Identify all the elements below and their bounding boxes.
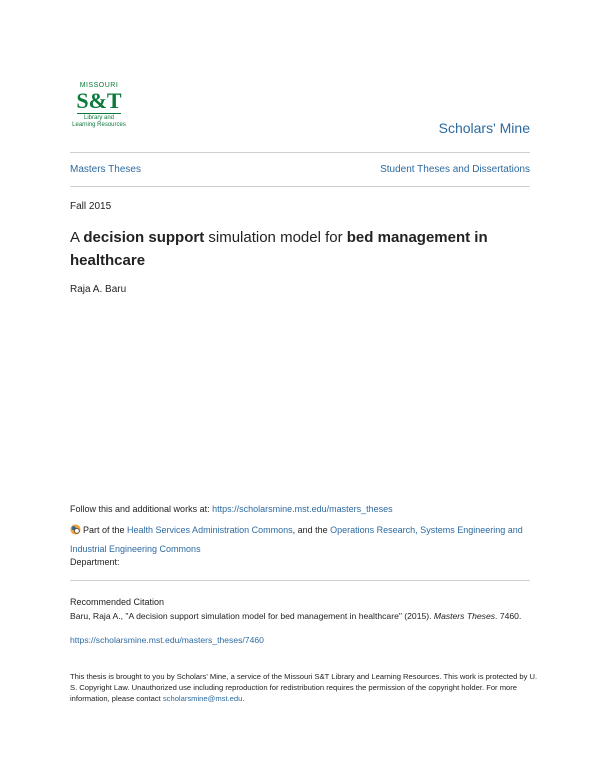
copyright-notice	[70, 671, 540, 704]
student-theses-link[interactable]: Student Theses and Dissertations	[380, 164, 530, 175]
title-part-3: simul	[204, 229, 244, 246]
partof-mid: , and the	[292, 525, 331, 535]
contact-email-link[interactable]: scholarsmine@mst.edu	[162, 694, 243, 703]
citation-number: . 7460.	[495, 611, 522, 621]
title-part-4: ation model for	[243, 229, 347, 246]
footer-text: This thesis is brought to you by Scholars' Mine, a service of the Missouri S&T Library and Learning Resources. This work is protected by U. S. Copyright Law. Unauthorized use including reproduction for redistribution requires the permission of the copyright holder. For more information, please contact	[70, 672, 538, 703]
title-part-5: bed management in healthcare	[70, 229, 488, 269]
title-part-2: decision support	[83, 229, 205, 246]
logo-st-text: S&T	[76, 88, 122, 113]
operations-research-commons-link[interactable]: Operations Research, Systems Engineering and Industrial Engineering Commons	[70, 525, 523, 554]
follow-line	[70, 504, 393, 514]
department-label: Department:	[70, 557, 120, 567]
logo-sub-text-1: Library and	[83, 115, 115, 121]
footer-end: .	[242, 694, 245, 703]
title-part-1: A	[70, 229, 84, 246]
divider-citation	[70, 580, 530, 581]
citation-journal: Masters Theses	[433, 611, 496, 621]
scholars-mine-link[interactable]: Scholars' Mine	[438, 120, 530, 136]
citation-url-link[interactable]: https://scholarsmine.mst.edu/masters_theses/7460	[70, 635, 264, 645]
part-of-line	[70, 521, 530, 559]
follow-prefix: Follow this and additional works at:	[70, 504, 213, 514]
missouri-st-logo[interactable]	[71, 82, 127, 136]
recommended-citation-heading: Recommended Citation	[70, 597, 165, 607]
masters-theses-link[interactable]: Masters Theses	[70, 164, 141, 175]
thesis-title	[70, 226, 530, 272]
follow-link[interactable]: https://scholarsmine.mst.edu/masters_theses	[212, 504, 393, 514]
citation-body: Baru, Raja A., "A decision support simulation model for bed management in healthcare" (2015).	[70, 611, 432, 621]
publication-date: Fall 2015	[70, 201, 112, 212]
logo-top-text: MISSOURI	[79, 82, 119, 89]
partof-prefix: Part of the	[83, 525, 128, 535]
author-name: Raja A. Baru	[70, 284, 127, 295]
commons-icon	[70, 524, 81, 535]
logo-sub-text-2: Learning Resources	[72, 122, 126, 128]
divider-nav	[70, 186, 530, 187]
health-services-commons-link[interactable]: Health Services Administration Commons	[127, 525, 293, 535]
divider-top	[70, 152, 530, 153]
citation-text	[70, 610, 540, 622]
logo-divider	[77, 113, 121, 114]
